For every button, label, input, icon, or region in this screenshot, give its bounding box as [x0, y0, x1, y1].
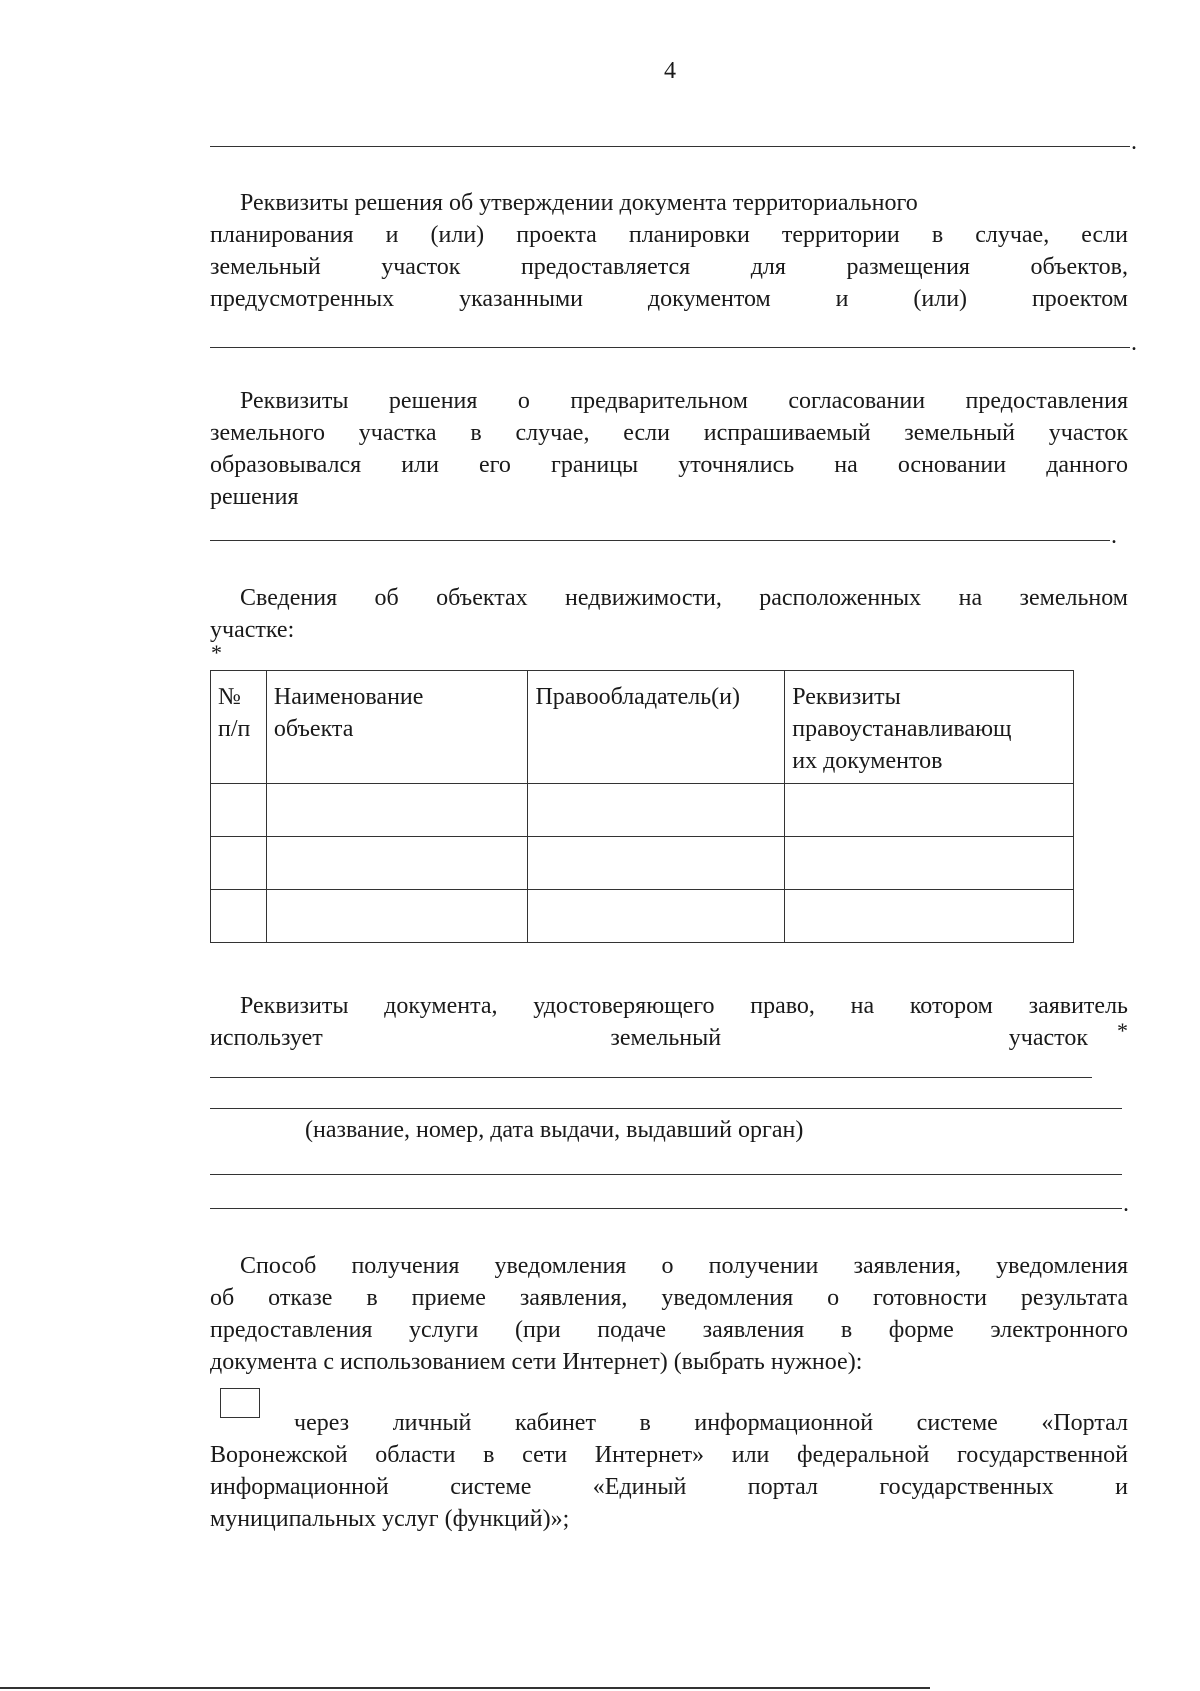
- para5-line-2: об отказе в приеме заявления, уведомления о готовности результата: [210, 1285, 1128, 1311]
- para1-line-2: планирования и (или) проекта планировки территории в случае, если: [210, 222, 1128, 248]
- para3-line-2: участке:: [210, 617, 295, 643]
- para2-line-2: земельного участка в случае, если испрашиваемый земельный участок: [210, 420, 1128, 446]
- para5-line-3: предоставления услуги (при подаче заявления в форме электронного: [210, 1317, 1128, 1343]
- table-cell[interactable]: [528, 837, 785, 890]
- real-estate-objects-table: [210, 670, 1074, 943]
- header-text: Правообладатель(и): [535, 684, 740, 710]
- header-text: Реквизиты: [792, 684, 901, 710]
- para1-line-3: земельный участок предоставляется для размещения объектов,: [210, 254, 1128, 280]
- header-text: объекта: [273, 716, 354, 742]
- table-cell[interactable]: [785, 890, 1074, 943]
- header-rightholders: [528, 671, 785, 784]
- approval-decision-paragraph: [210, 187, 1128, 315]
- table-cell[interactable]: [266, 784, 528, 837]
- notification-method-paragraph: [210, 1250, 1128, 1378]
- para3-line-1: Сведения об объектах недвижимости, расположенных на земельном: [240, 585, 1128, 611]
- blank-line-document-2[interactable]: [210, 1108, 1122, 1109]
- header-text: Наименование: [273, 684, 424, 710]
- personal-cabinet-option: [210, 1407, 1128, 1535]
- header-text: №: [218, 684, 241, 710]
- para1-line-1: Реквизиты решения об утверждении документа территориального: [240, 190, 918, 216]
- line-end-period: .: [1131, 129, 1137, 155]
- bottom-edge-line: [0, 1687, 930, 1689]
- para2-line-3: образовывался или его границы уточнялись на основании данного: [210, 452, 1128, 478]
- line-end-period: .: [1111, 523, 1117, 549]
- real-estate-info-paragraph: [210, 582, 1128, 646]
- line-end-period: .: [1131, 330, 1137, 356]
- para4-word: участок: [1008, 1025, 1088, 1051]
- header-title-documents: [785, 671, 1074, 784]
- table-cell[interactable]: [785, 784, 1074, 837]
- table-cell[interactable]: [785, 837, 1074, 890]
- blank-line-top[interactable]: [210, 146, 1130, 147]
- header-object-name: [266, 671, 528, 784]
- para2-line-1: Реквизиты решения о предварительном согласовании предоставления: [240, 388, 1128, 414]
- para2-line-4: решения: [210, 484, 299, 510]
- para4-line-1: Реквизиты документа, удостоверяющего право, на котором заявитель: [240, 993, 1128, 1019]
- table-cell[interactable]: [528, 784, 785, 837]
- preliminary-approval-paragraph: [210, 385, 1128, 513]
- document-details-caption: (название, номер, дата выдачи, выдавший орган): [305, 1117, 804, 1143]
- blank-line-preliminary[interactable]: [210, 540, 1110, 541]
- table-cell[interactable]: [528, 890, 785, 943]
- header-text: п/п: [218, 716, 251, 742]
- table-row: [211, 837, 1074, 890]
- blank-line-document-4[interactable]: [210, 1208, 1122, 1209]
- table-cell[interactable]: [266, 837, 528, 890]
- line-end-period: .: [1123, 1191, 1129, 1217]
- option1-line-1: через личный кабинет в информационной системе «Портал: [294, 1410, 1128, 1436]
- header-text: их документов: [792, 748, 943, 774]
- para4-word: земельный: [610, 1025, 722, 1051]
- land-use-document-paragraph: [210, 990, 1128, 1054]
- page-number: 4: [664, 58, 676, 84]
- header-text: правоустанавливающ: [792, 716, 1012, 742]
- table-cell[interactable]: [211, 784, 267, 837]
- para5-line-4: документа с использованием сети Интернет) (выбрать нужное):: [210, 1349, 863, 1375]
- para5-line-1: Способ получения уведомления о получении заявления, уведомления: [240, 1253, 1128, 1279]
- blank-line-document-3[interactable]: [210, 1174, 1122, 1175]
- table-row: [211, 890, 1074, 943]
- para4-line-2: [210, 1022, 1128, 1054]
- blank-line-document-1[interactable]: [210, 1077, 1092, 1078]
- para4-word: использует: [210, 1025, 323, 1051]
- header-number: [211, 671, 267, 784]
- option1-line-4: муниципальных услуг (функций)»;: [210, 1506, 570, 1532]
- required-asterisk: *: [211, 640, 222, 665]
- table-header-row: [211, 671, 1074, 784]
- option1-line-3: информационной системе «Единый портал государственных и: [210, 1474, 1128, 1500]
- para1-line-4: предусмотренных указанными документом и (или) проектом: [210, 286, 1128, 312]
- table-cell[interactable]: [211, 890, 267, 943]
- table-cell[interactable]: [211, 837, 267, 890]
- required-asterisk: *: [1117, 1018, 1128, 1043]
- table-row: [211, 784, 1074, 837]
- table-cell[interactable]: [266, 890, 528, 943]
- blank-line-approval[interactable]: [210, 347, 1130, 348]
- option1-line-2: Воронежской области в сети Интернет» или федеральной государственной: [210, 1442, 1128, 1468]
